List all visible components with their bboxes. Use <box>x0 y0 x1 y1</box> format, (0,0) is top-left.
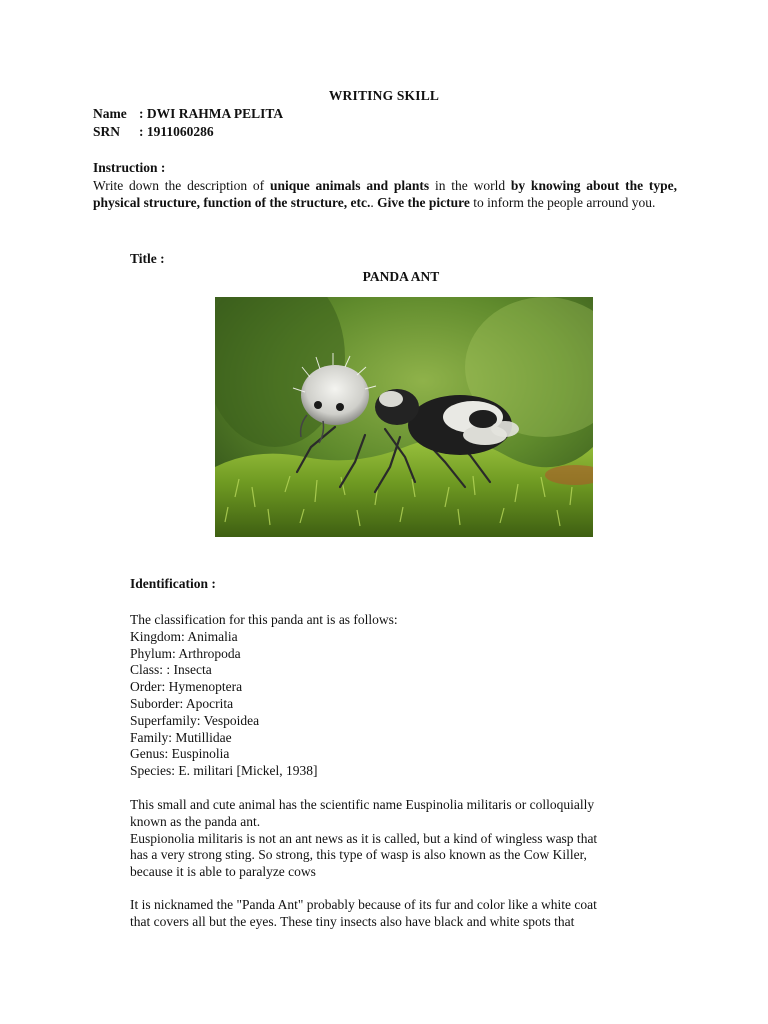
classification-item: Class: : Insecta <box>130 662 212 678</box>
name-value: : DWI RAHMA PELITA <box>139 106 284 121</box>
title-label: Title : <box>130 251 165 266</box>
page-title: WRITING SKILL <box>328 88 440 103</box>
paragraph-line: It is nicknamed the "Panda Ant" probably because of its fur and color like a white coat <box>130 897 597 912</box>
instruction-text <box>93 178 677 212</box>
instruction-text-part: to inform the people arround you. <box>469 194 656 210</box>
instruction-text-part: Write down the description of <box>93 178 270 193</box>
classification-item: Kingdom: Animalia <box>130 628 238 644</box>
classification-item: Superfamily: Vespoidea <box>130 712 260 728</box>
name-row <box>93 106 283 123</box>
instruction-text-part: . <box>370 194 378 210</box>
classification-item: Species: E. militari [Mickel, 1938] <box>130 763 318 779</box>
document-title: PANDA ANT <box>362 269 440 284</box>
classification-item: Suborder: Apocrita <box>130 695 234 711</box>
instruction-text-part: in the world <box>429 178 511 193</box>
classification-intro: The classification for this panda ant is as follows: <box>130 612 398 627</box>
paragraph-line: has a very strong sting. So strong, this type of wasp is also known as the Cow Killer, <box>130 847 587 863</box>
paragraph-line: This small and cute animal has the scientific name Euspinolia militaris or colloquially <box>130 797 595 812</box>
classification-item: Order: Hymenoptera <box>130 679 243 695</box>
instruction-bold-part: unique animals and plants <box>269 178 430 193</box>
paragraph-scientific-name <box>130 797 675 881</box>
paragraph-line: Euspionolia militaris is not an ant news as it is called, but a kind of wingless wasp that <box>130 830 598 846</box>
identification-heading: Identification : <box>130 576 216 591</box>
srn-value: : 1911060286 <box>139 124 214 139</box>
paragraph-line: that covers all but the eyes. These tiny insects also have black and white spots that <box>130 913 575 929</box>
classification-item: Family: Mutillidae <box>130 729 232 745</box>
classification-item: Phylum: Arthropoda <box>130 645 241 661</box>
name-label: Name <box>93 106 127 121</box>
instruction-heading: Instruction : <box>93 160 166 175</box>
srn-label: SRN <box>93 124 121 139</box>
classification-list <box>130 612 675 780</box>
srn-row <box>93 124 214 141</box>
paragraph-line: because it is able to paralyze cows <box>130 864 316 880</box>
classification-item: Genus: Euspinolia <box>130 746 230 762</box>
instruction-bold-part: by knowing about the type, physical structure, function of the structure, etc. <box>93 178 677 210</box>
panda-ant-photo <box>215 297 593 537</box>
paragraph-nickname <box>130 897 675 931</box>
paragraph-line: known as the panda ant. <box>130 813 261 829</box>
instruction-bold-part: Give the picture <box>377 194 470 210</box>
